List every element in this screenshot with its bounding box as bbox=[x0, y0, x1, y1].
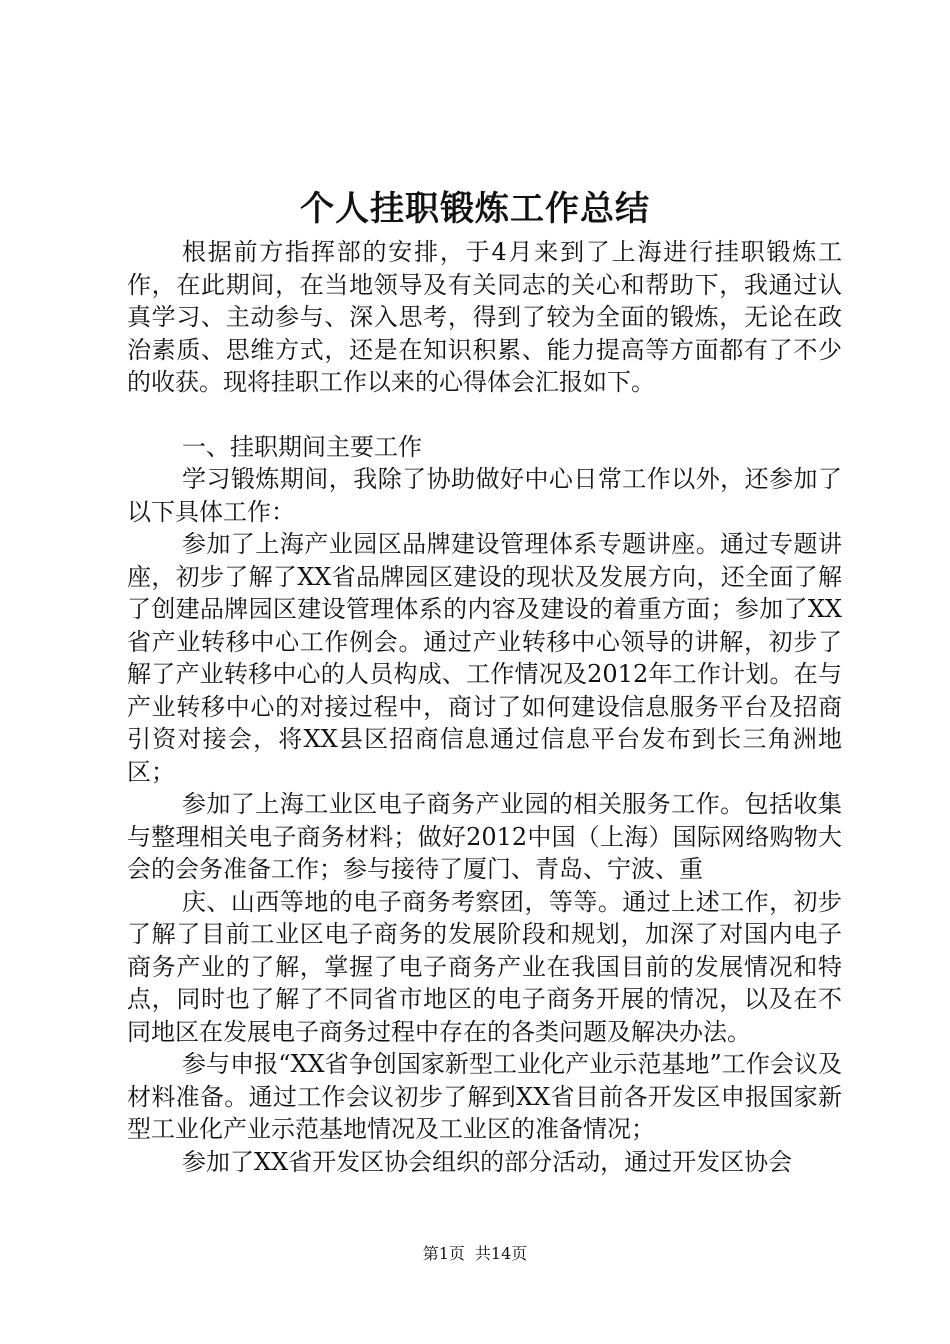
document-title: 个人挂职锻炼工作总结 bbox=[300, 189, 650, 229]
page-number: 第1页 bbox=[422, 1244, 465, 1263]
page-total: 共14页 bbox=[474, 1244, 528, 1263]
paragraph-spacer bbox=[127, 399, 842, 431]
section-heading: 一、挂职期间主要工作 bbox=[182, 432, 422, 461]
body-paragraph: 参与申报“XX省争创国家新型工业化产业示范基地”工作会议及材料准备。通过工作会议初步了解到XX省目前各开发区申报国家新型工业化产业示范基地情况及工业区的准备情况； bbox=[127, 1050, 842, 1143]
document-body bbox=[127, 236, 842, 1178]
body-paragraph: 参加了上海工业区电子商务产业园的相关服务工作。包括收集与整理相关电子商务材料；做好2012中国（上海）国际网络购物大会的会务准备工作；参与接待了厦门、青岛、宁波、重 bbox=[127, 790, 842, 883]
body-paragraph: 学习锻炼期间，我除了协助做好中心日常工作以外，还参加了以下具体工作： bbox=[127, 465, 842, 526]
body-paragraph: 庆、山西等地的电子商务考察团，等等。通过上述工作，初步了解了目前工业区电子商务的发展阶段和规划，加深了对国内电子商务产业的了解，掌握了电子商务产业在我国目前的发展情况和特点，同时也了解了不同省市地区的电子商务开展的情况，以及在不同地区在发展电子商务过程中存在的各类问题及解决办法。 bbox=[127, 887, 842, 1046]
body-paragraph: 参加了XX省开发区协会组织的部分活动，通过开发区协会 bbox=[182, 1147, 793, 1176]
body-paragraph: 参加了上海产业园区品牌建设管理体系专题讲座。通过专题讲座，初步了解了XX省品牌园区建设的现状及发展方向，还全面了解了创建品牌园区建设管理体系的内容及建设的着重方面；参加了XX省产业转移中心工作例会。通过产业转移中心领导的讲解，初步了解了产业转移中心的人员构成、工作情况及2012年工作计划。在与产业转移中心的对接过程中，商讨了如何建设信息服务平台及招商引资对接会，将XX县区招商信息通过信息平台发布到长三角洲地区； bbox=[127, 530, 842, 786]
intro-paragraph: 根据前方指挥部的安排，于4月来到了上海进行挂职锻炼工作，在此期间，在当地领导及有关同志的关心和帮助下，我通过认真学习、主动参与、深入思考，得到了较为全面的锻炼，无论在政治素质、思维方式，还是在知识积累、能力提高等方面都有了不少的收获。现将挂职工作以来的心得体会汇报如下。 bbox=[127, 238, 842, 396]
page-footer bbox=[0, 1244, 950, 1264]
